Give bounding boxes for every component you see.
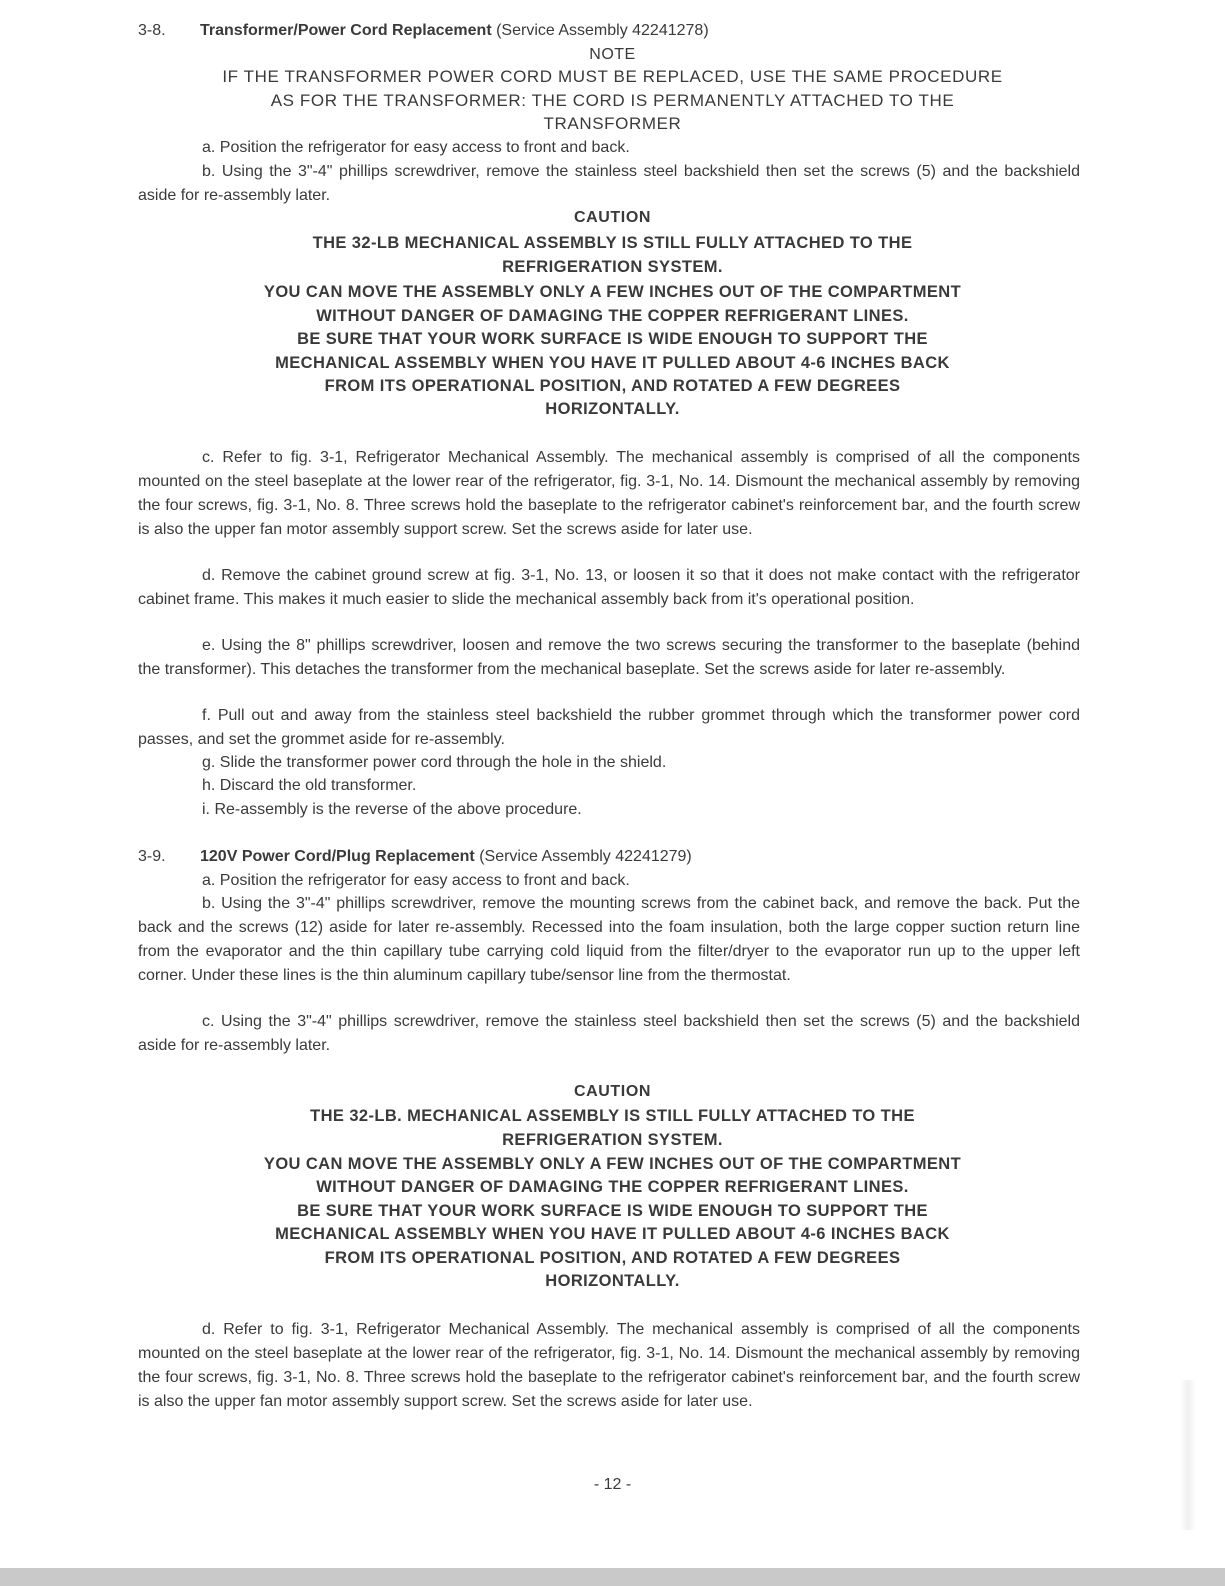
step-a: a. Position the refrigerator for easy access to front and back. <box>202 872 630 889</box>
section-title: 120V Power Cord/Plug Replacement <box>200 848 475 865</box>
step-d: d. Remove the cabinet ground screw at fig. 3-1, No. 13, or loosen it so that it does not make contact with the refrigerator cabinet frame. This makes it much easier to slide the mechanical assembly back from it's operational position. <box>138 567 1080 608</box>
step-b: b. Using the 3"-4" phillips screwdriver, remove the stainless steel backshield then set the screws (5) and the backshield aside for re-assembly later. <box>138 163 1080 204</box>
caution-line: WITHOUT DANGER OF DAMAGING THE COPPER REFRIGERANT LINES. <box>316 1178 909 1196</box>
section-number: 3-9. <box>138 848 166 865</box>
caution-line: THE 32-LB MECHANICAL ASSEMBLY IS STILL FULLY ATTACHED TO THE <box>312 234 913 252</box>
step-i: i. Re-assembly is the reverse of the above procedure. <box>202 801 582 818</box>
caution-line: YOU CAN MOVE THE ASSEMBLY ONLY A FEW INCHES OUT OF THE COMPARTMENT <box>263 1155 962 1173</box>
scan-bottom-edge <box>0 1568 1225 1586</box>
step-d: d. Refer to fig. 3-1, Refrigerator Mechanical Assembly. The mechanical assembly is comprised of all the components mounted on the steel baseplate at the lower rear of the refrigerator, fig. 3-1, No. 14. Dismount the mechanical assembly by removing the four screws, fig. 3-1, No. 8. Three screws hold the baseplate to the refrigerator cabinet's reinforcement bar, and the fourth screw is also the upper fan motor assembly support screw. Set the screws aside for later use. <box>138 1321 1080 1410</box>
section-3-8-heading <box>138 20 709 42</box>
caution-line: FROM ITS OPERATIONAL POSITION, AND ROTATED A FEW DEGREES <box>324 1249 901 1267</box>
step-h: h. Discard the old transformer. <box>202 777 417 794</box>
caution-line: BE SURE THAT YOUR WORK SURFACE IS WIDE ENOUGH TO SUPPORT THE <box>297 330 928 348</box>
step-f: f. Pull out and away from the stainless steel backshield the rubber grommet through which the transformer power cord passes, and set the grommet aside for re-assembly. <box>138 707 1080 748</box>
caution-line: REFRIGERATION SYSTEM. <box>502 1131 723 1149</box>
caution-line: MECHANICAL ASSEMBLY WHEN YOU HAVE IT PULLED ABOUT 4-6 INCHES BACK <box>275 354 950 372</box>
caution-line: BE SURE THAT YOUR WORK SURFACE IS WIDE ENOUGH TO SUPPORT THE <box>297 1202 928 1220</box>
caution-line: HORIZONTALLY. <box>545 400 680 418</box>
section-subtitle: (Service Assembly 42241279) <box>479 848 692 865</box>
caution-line: MECHANICAL ASSEMBLY WHEN YOU HAVE IT PULLED ABOUT 4-6 INCHES BACK <box>275 1225 950 1243</box>
caution-line: FROM ITS OPERATIONAL POSITION, AND ROTATED A FEW DEGREES <box>324 377 901 395</box>
scan-shadow <box>1180 1380 1196 1530</box>
note-line: TRANSFORMER <box>543 114 682 133</box>
caution-line: HORIZONTALLY. <box>545 1272 680 1290</box>
note-line: AS FOR THE TRANSFORMER: THE CORD IS PERMANENTLY ATTACHED TO THE <box>270 91 955 110</box>
step-c: c. Refer to fig. 3-1, Refrigerator Mechanical Assembly. The mechanical assembly is comprised of all the components mounted on the steel baseplate at the lower rear of the refrigerator, fig. 3-1, No. 14. Dismount the mechanical assembly by removing the four screws, fig. 3-1, No. 8. Three screws hold the baseplate to the refrigerator cabinet's reinforcement bar, and the fourth screw is also the upper fan motor assembly support screw. Set the screws aside for later use. <box>138 449 1080 538</box>
step-a: a. Position the refrigerator for easy access to front and back. <box>202 139 630 156</box>
caution-line: THE 32-LB. MECHANICAL ASSEMBLY IS STILL FULLY ATTACHED TO THE <box>310 1107 915 1125</box>
caution-line: WITHOUT DANGER OF DAMAGING THE COPPER REFRIGERANT LINES. <box>316 307 909 325</box>
caution-label: CAUTION <box>573 1083 652 1100</box>
caution-label: CAUTION <box>573 209 652 226</box>
section-subtitle: (Service Assembly 42241278) <box>496 22 709 39</box>
step-e: e. Using the 8" phillips screwdriver, loosen and remove the two screws securing the transformer to the baseplate (behind the transformer). This detaches the transformer from the mechanical baseplate. Set the screws aside for later re-assembly. <box>138 637 1080 678</box>
note-line: IF THE TRANSFORMER POWER CORD MUST BE REPLACED, USE THE SAME PROCEDURE <box>222 67 1003 86</box>
section-title: Transformer/Power Cord Replacement <box>200 22 492 39</box>
page-number: - 12 - <box>593 1476 632 1493</box>
note-label: NOTE <box>589 46 636 63</box>
step-c: c. Using the 3"-4" phillips screwdriver, remove the stainless steel backshield then set the screws (5) and the backshield aside for re-assembly later. <box>138 1013 1080 1054</box>
section-3-9-heading <box>138 846 692 868</box>
section-number: 3-8. <box>138 22 166 39</box>
step-g: g. Slide the transformer power cord through the hole in the shield. <box>202 754 667 771</box>
caution-line: REFRIGERATION SYSTEM. <box>502 258 723 276</box>
step-b: b. Using the 3"-4" phillips screwdriver, remove the mounting screws from the cabinet back, and remove the back. Put the back and the screws (12) aside for later re-assembly. Recessed into the foam insulation, both the large copper suction return line from the evaporator and the thin capillary tube carrying cold liquid from the filter/dryer to the evaporator run up to the upper left corner. Under these lines is the thin aluminum capillary tube/sensor line from the thermostat. <box>138 895 1080 984</box>
caution-line: YOU CAN MOVE THE ASSEMBLY ONLY A FEW INCHES OUT OF THE COMPARTMENT <box>263 283 962 301</box>
